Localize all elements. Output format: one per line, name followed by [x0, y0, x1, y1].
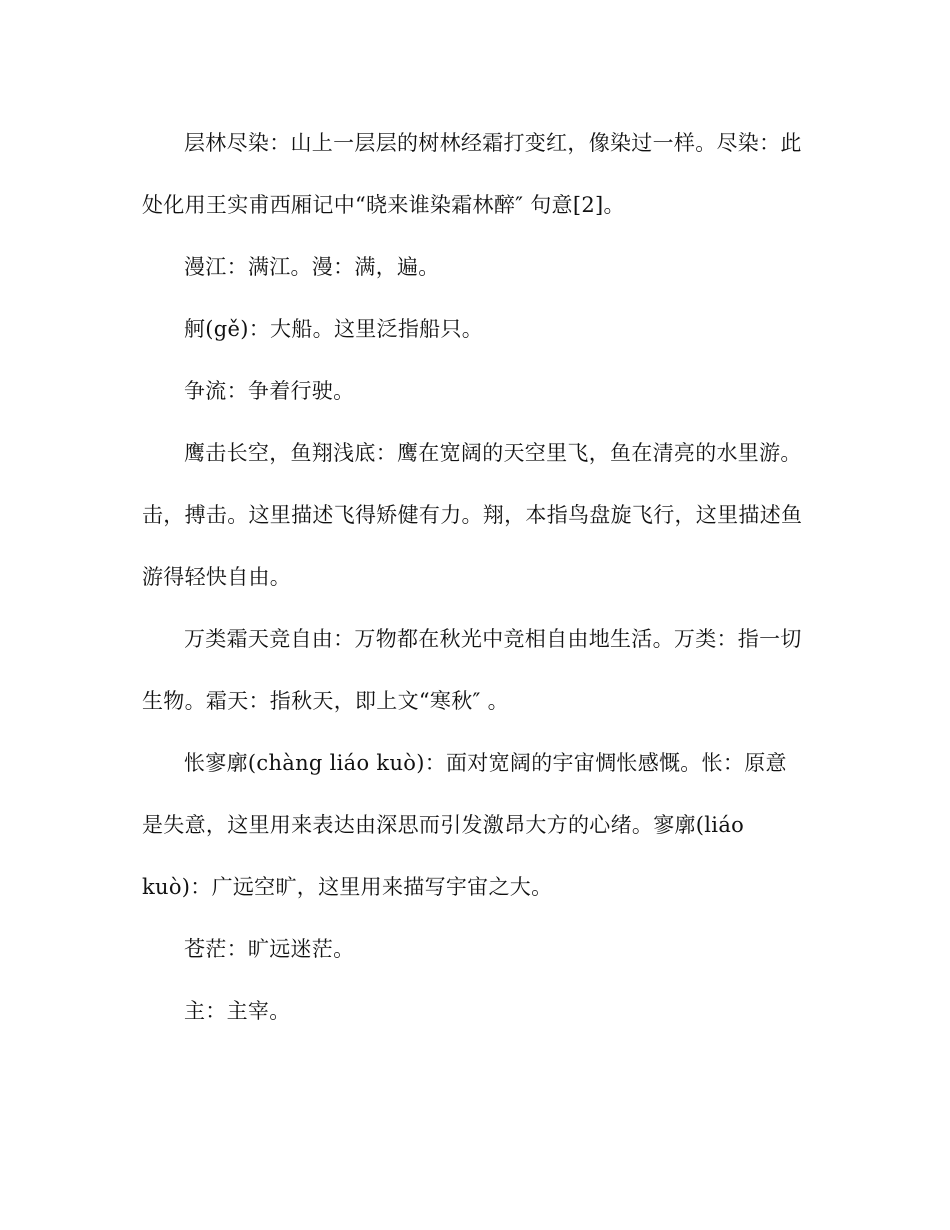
paragraph-yingji: 鹰击长空，鱼翔浅底：鹰在宽阔的天空里飞，鱼在清亮的水里游。击，搏击。这里描述飞得矫健有力。翔，本指鸟盘旋飞行，这里描述鱼游得轻快自由。: [142, 441, 803, 589]
annotation-text-block: [142, 112, 808, 1042]
paragraph-manjiang: 漫江：满江。漫：满，遍。: [184, 255, 440, 279]
paragraph-zhengliu: 争流：争着行驶。: [184, 379, 355, 403]
paragraph-changliaokuo: 怅寥廓(chàng liáo kuò)：面对宽阔的宇宙惆怅感慨。怅：原意是失意，这里用来表达由深思而引发激昂大方的心绪。寥廓(liáo kuò)：广远空旷，这里用来描写宇宙之大。: [142, 751, 787, 899]
paragraph-zhu: 主：主宰。: [184, 999, 291, 1023]
paragraph-wanlei: 万类霜天竞自由：万物都在秋光中竞相自由地生活。万类：指一切生物。霜天：指秋天，即上文“寒秋″ 。: [142, 627, 802, 713]
paragraph-ge: 舸(gě)：大船。这里泛指船只。: [184, 317, 484, 341]
paragraph-cenglin: 层林尽染：山上一层层的树林经霜打变红，像染过一样。尽染：此处化用王实甫西厢记中“晓来谁染霜林醉″ 句意[2]。: [142, 131, 802, 217]
paragraph-cangmang: 苍茫：旷远迷茫。: [184, 937, 355, 961]
